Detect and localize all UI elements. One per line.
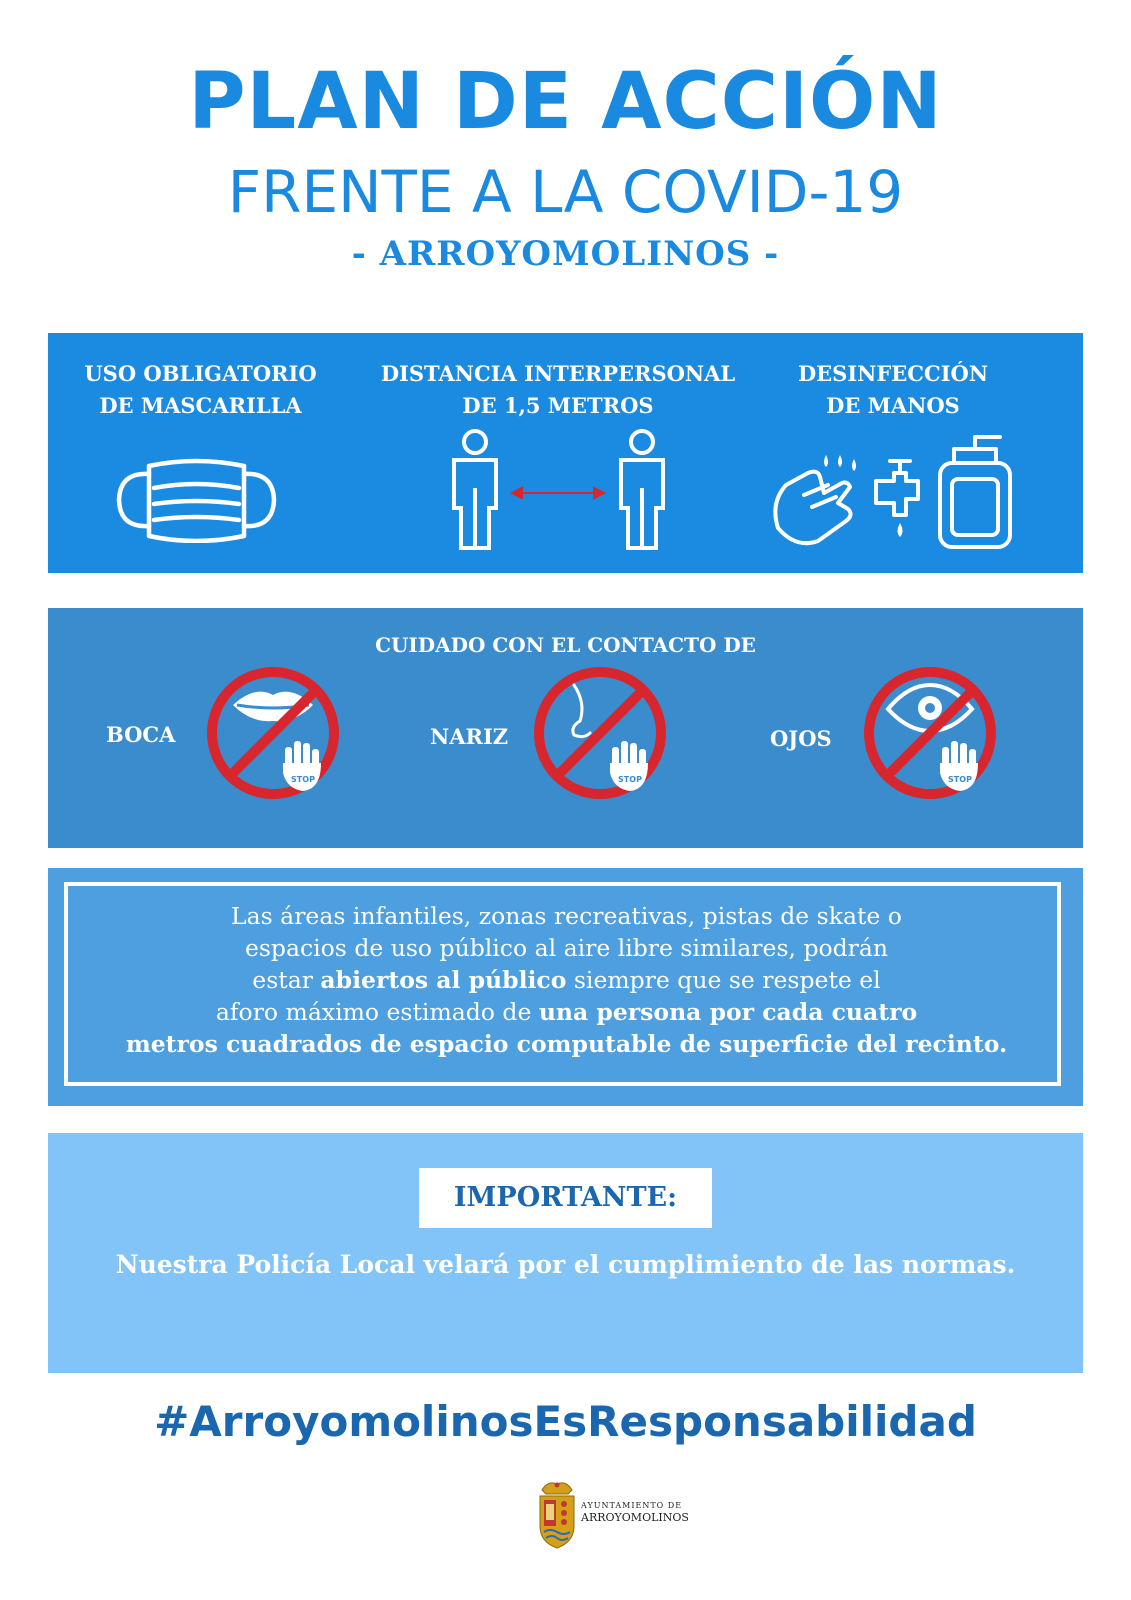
distance-label: DISTANCIA INTERPERSONAL DE 1,5 METROS <box>380 361 736 418</box>
measures-panel <box>48 333 1083 573</box>
stop-text: STOP <box>291 775 315 784</box>
handwash-label: DESINFECCIÓN DE MANOS <box>797 361 989 418</box>
notice-panel <box>48 868 1083 1106</box>
stop-text: STOP <box>948 775 972 784</box>
notice-text <box>68 900 1065 1060</box>
important-panel <box>48 1133 1083 1373</box>
notice-line: espacios de uso público al aire libre similares, podrán <box>244 934 889 962</box>
notice-line: Las áreas infantiles, zonas recreativas, pistas de skate o <box>231 902 902 930</box>
org-name: AYUNTAMIENTO DE ARROYOMOLINOS <box>581 1501 689 1524</box>
mask-label: USO OBLIGATORIO DE MASCARILLA <box>84 361 317 418</box>
notice-line: estar abiertos al público siempre que se respete el <box>252 966 881 994</box>
notice-line: aforo máximo estimado de una persona por cada cuatro <box>215 998 918 1026</box>
handwash-icon <box>768 433 1028 553</box>
contact-heading: CUIDADO CON EL CONTACTO DE <box>375 633 756 657</box>
important-label: IMPORTANTE: <box>419 1168 712 1228</box>
mask-icon <box>114 458 279 543</box>
notice-line: metros cuadrados de espacio computable de superficie del recinto. <box>125 1030 1008 1058</box>
distance-icon <box>440 428 685 553</box>
contact-panel <box>48 608 1083 848</box>
hashtag: #ArroyomolinosEsResponsabilidad <box>154 1397 977 1446</box>
contact-label-nariz: NARIZ <box>430 724 509 749</box>
stop-text: STOP <box>618 775 642 784</box>
no-mouth-icon <box>203 663 343 803</box>
page-subtitle: FRENTE A LA COVID-19 <box>227 158 904 226</box>
page-title: PLAN DE ACCIÓN <box>188 57 943 147</box>
no-nose-icon <box>530 663 670 803</box>
contact-label-boca: BOCA <box>106 722 176 747</box>
no-eyes-icon <box>860 663 1000 803</box>
important-text: Nuestra Policía Local velará por el cumplimiento de las normas. <box>115 1250 1016 1279</box>
contact-label-ojos: OJOS <box>770 726 832 751</box>
location-label: - ARROYOMOLINOS - <box>351 234 780 274</box>
coat-of-arms-icon <box>536 1480 578 1550</box>
